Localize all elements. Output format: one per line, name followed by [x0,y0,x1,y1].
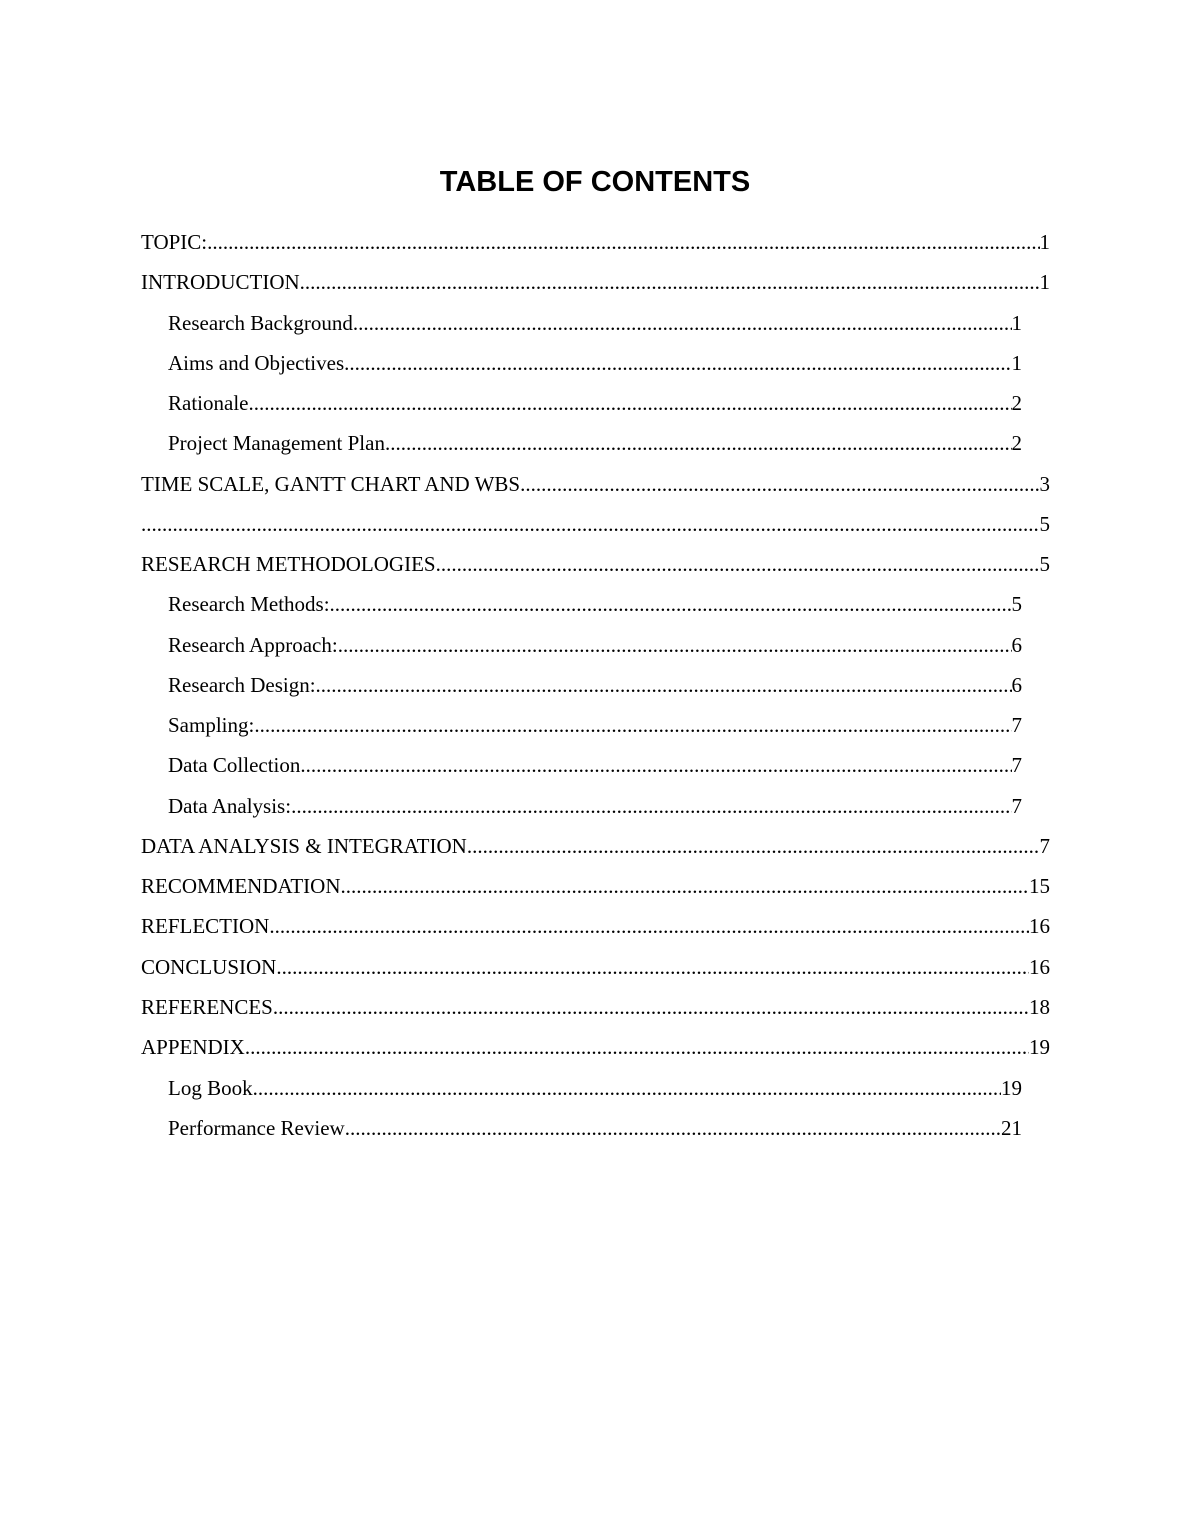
toc-entry-label: REFLECTION [141,914,270,938]
toc-page-number: 7 [1011,753,1022,777]
toc-page-number: 1 [1011,351,1022,375]
toc-entry-data-analysis-integration[interactable] [141,826,1050,866]
toc-entry-log-book[interactable] [168,1068,1022,1108]
toc-dot-leader [345,1108,1001,1148]
toc-dot-leader [316,665,1012,705]
toc-dot-leader [245,1027,1029,1067]
toc-entry-label: Research Background [168,311,353,335]
toc-dot-leader [385,423,1012,463]
toc-page-number: 6 [1011,673,1022,697]
toc-page-number: 16 [1029,955,1050,979]
toc-entry-project-management-plan[interactable] [168,423,1022,463]
toc-dot-leader [254,705,1011,745]
toc-page-number: 5 [1039,512,1050,536]
toc-dot-leader [353,303,1012,343]
toc-entry-recommendation[interactable] [141,866,1050,906]
toc-page-number: 15 [1029,874,1050,898]
toc-dot-leader [338,625,1012,665]
toc-entry-research-methods[interactable] [168,584,1022,624]
toc-page-number: 1 [1039,230,1050,254]
toc-page-number: 18 [1029,995,1050,1019]
toc-entry-performance-review[interactable] [168,1108,1022,1148]
toc-entry-data-analysis[interactable] [168,786,1022,826]
toc-entry-appendix[interactable] [141,1027,1050,1067]
toc-entry-research-design[interactable] [168,665,1022,705]
toc-entry-label: TIME SCALE, GANTT CHART AND WBS [141,472,521,496]
toc-entry-untitled[interactable] [141,504,1050,544]
toc-entry-label: DATA ANALYSIS & INTEGRATION [141,834,467,858]
toc-page-number: 1 [1039,270,1050,294]
toc-entry-label: RESEARCH METHODOLOGIES [141,552,436,576]
toc-entry-topic[interactable] [141,222,1050,262]
toc-entry-label: Research Design: [168,673,316,697]
toc-page-number: 19 [1029,1035,1050,1059]
toc-page-number: 16 [1029,914,1050,938]
toc-dot-leader [300,745,1011,785]
toc-entry-label: Data Collection [168,753,301,777]
toc-page-number: 1 [1011,311,1022,335]
toc-page-number: 2 [1011,391,1022,415]
toc-entry-label: RECOMMENDATION [141,874,341,898]
toc-entry-label: Log Book [168,1076,253,1100]
toc-page-number: 5 [1011,592,1022,616]
toc-dot-leader [344,343,1011,383]
toc-page-number: 7 [1011,794,1022,818]
toc-entry-label: Aims and Objectives [168,351,345,375]
toc-dot-leader [467,826,1040,866]
toc-entry-conclusion[interactable] [141,947,1050,987]
page-title: TABLE OF CONTENTS [439,166,751,198]
toc-entry-label: Performance Review [168,1116,345,1140]
toc-dot-leader [276,947,1029,987]
toc-entry-data-collection[interactable] [168,745,1022,785]
toc-dot-leader [273,987,1029,1027]
toc-page-number: 21 [1001,1116,1022,1140]
toc-dot-leader [520,464,1039,504]
toc-dot-leader [291,786,1011,826]
toc-entry-label: TOPIC: [141,230,208,254]
toc-dot-leader [269,906,1029,946]
toc-entry-research-background[interactable] [168,303,1022,343]
toc-entry-rationale[interactable] [168,383,1022,423]
toc-entry-research-methodologies[interactable] [141,544,1050,584]
toc-page-number: 2 [1011,431,1022,455]
toc-entry-references[interactable] [141,987,1050,1027]
toc-entry-introduction[interactable] [141,262,1050,302]
toc-entry-label: Research Approach: [168,633,338,657]
toc-page-number: 19 [1001,1076,1022,1100]
toc-page-number: 5 [1039,552,1050,576]
toc-dot-leader [253,1068,1001,1108]
toc-entry-label: Rationale [168,391,249,415]
toc-entry-label: APPENDIX [141,1035,245,1059]
toc-page-number: 7 [1039,834,1050,858]
toc-entry-reflection[interactable] [141,906,1050,946]
toc-page-number: 6 [1011,633,1022,657]
toc-entry-label: Sampling: [168,713,255,737]
toc-dot-leader [330,584,1012,624]
toc-entry-aims-and-objectives[interactable] [168,343,1022,383]
toc-page-number: 3 [1039,472,1050,496]
toc-dot-leader [341,866,1030,906]
toc-dot-leader [141,504,1040,544]
toc-entry-label: Project Management Plan [168,431,385,455]
toc-dot-leader [248,383,1011,423]
toc-entry-label: INTRODUCTION [141,270,300,294]
toc-entry-label: REFERENCES [141,995,273,1019]
toc-entry-label: Data Analysis: [168,794,292,818]
toc-entry-label: Research Methods: [168,592,330,616]
toc-dot-leader [436,544,1040,584]
toc-page-number: 7 [1011,713,1022,737]
toc-entry-sampling[interactable] [168,705,1022,745]
toc-entry-label: CONCLUSION [141,955,277,979]
toc-entry-research-approach[interactable] [168,625,1022,665]
toc-entry-time-scale[interactable] [141,464,1050,504]
toc-dot-leader [207,222,1039,262]
toc-dot-leader [300,262,1040,302]
